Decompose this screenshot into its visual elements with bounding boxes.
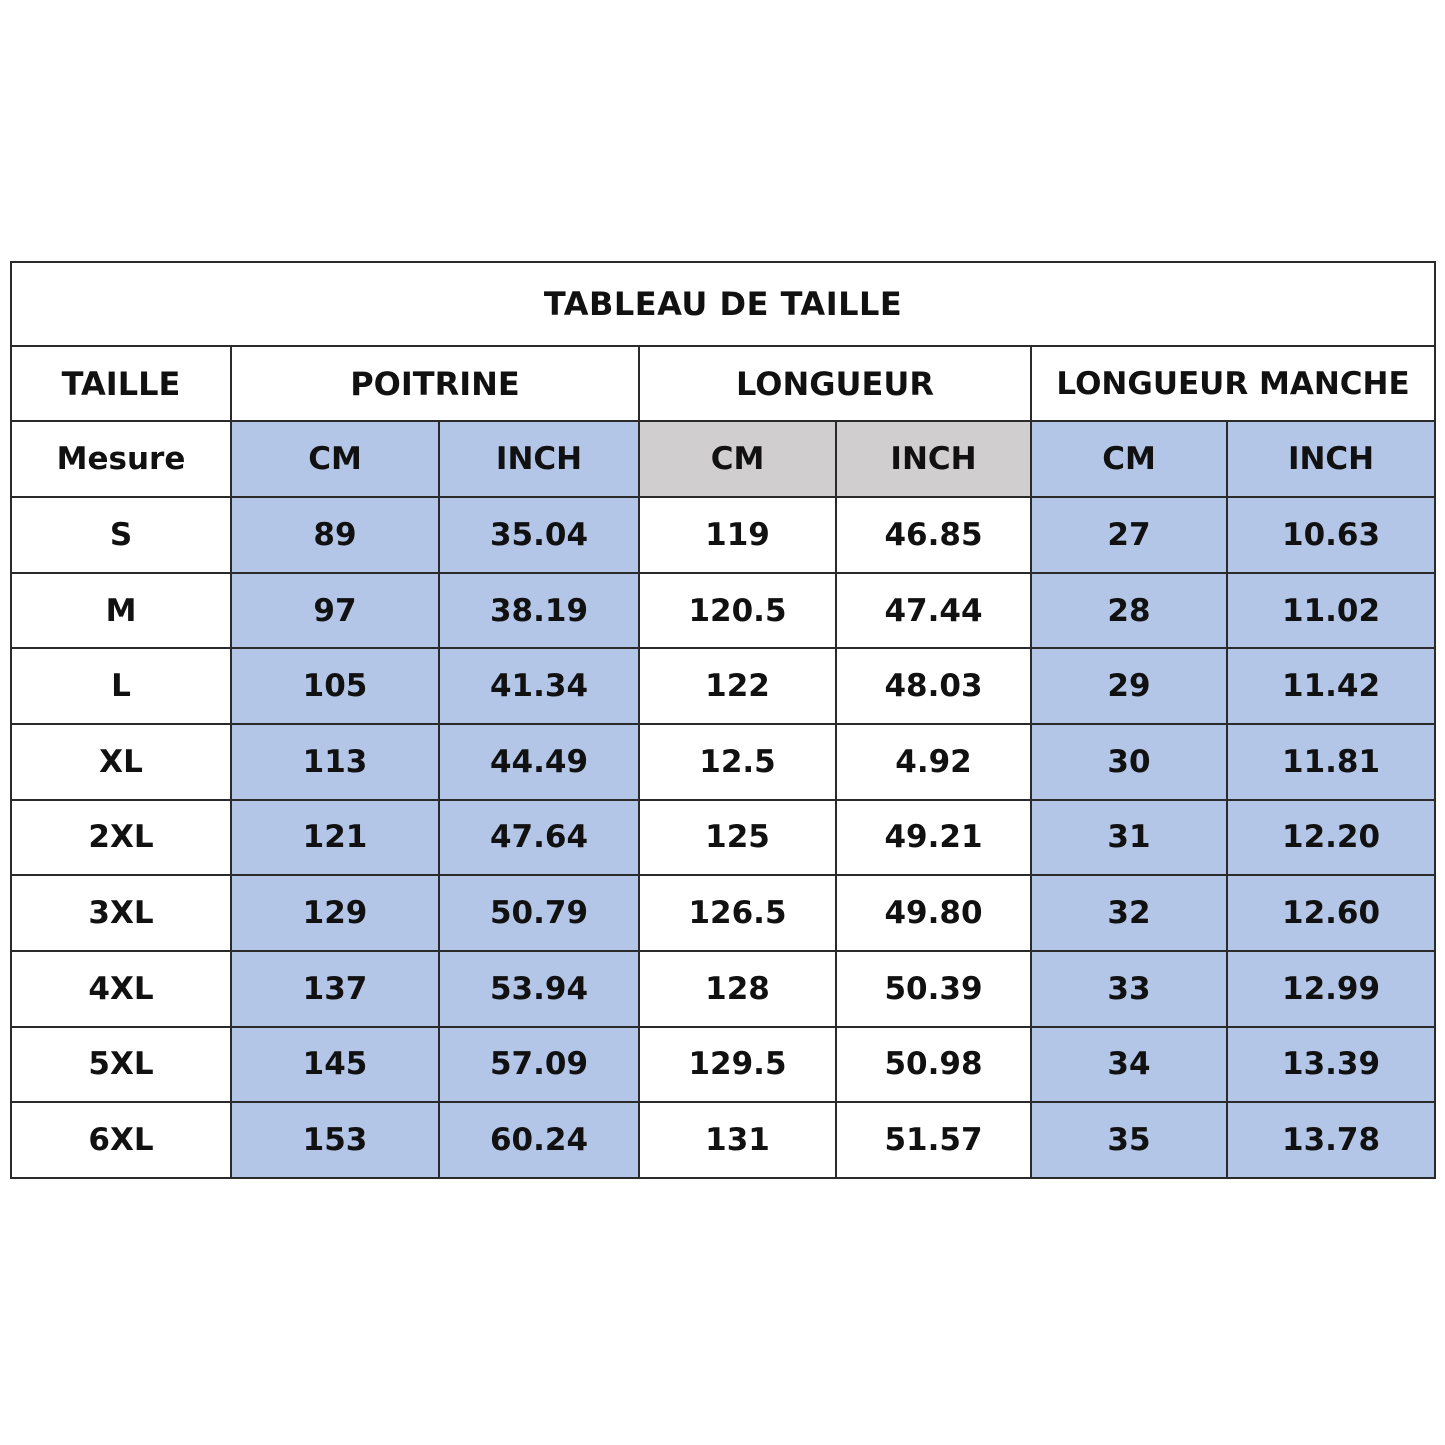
sleeve-inch-header: INCH	[1227, 421, 1435, 497]
chest-inch-header: INCH	[439, 421, 639, 497]
sleeve-cm-cell: 32	[1031, 875, 1227, 951]
size-label: M	[11, 573, 231, 649]
length-cm-cell: 125	[639, 800, 836, 876]
sleeve-inch-cell: 13.78	[1227, 1102, 1435, 1178]
table-row	[11, 573, 1435, 649]
size-label: 5XL	[11, 1027, 231, 1103]
size-header: TAILLE	[11, 346, 231, 422]
length-cm-cell: 122	[639, 648, 836, 724]
sleeve-cm-header: CM	[1031, 421, 1227, 497]
chest-inch-cell: 60.24	[439, 1102, 639, 1178]
length-inch-header: INCH	[836, 421, 1031, 497]
chest-inch-cell: 35.04	[439, 497, 639, 573]
chest-inch-cell: 53.94	[439, 951, 639, 1027]
measure-header: Mesure	[11, 421, 231, 497]
table-row	[11, 951, 1435, 1027]
table-row	[11, 1102, 1435, 1178]
chest-cm-cell: 105	[231, 648, 439, 724]
length-inch-cell: 51.57	[836, 1102, 1031, 1178]
length-cm-cell: 119	[639, 497, 836, 573]
length-cm-cell: 12.5	[639, 724, 836, 800]
table-row	[11, 875, 1435, 951]
chest-inch-cell: 41.34	[439, 648, 639, 724]
chest-inch-cell: 44.49	[439, 724, 639, 800]
chest-cm-cell: 89	[231, 497, 439, 573]
size-label: L	[11, 648, 231, 724]
length-inch-cell: 48.03	[836, 648, 1031, 724]
chest-inch-cell: 38.19	[439, 573, 639, 649]
length-header: LONGUEUR	[639, 346, 1031, 422]
length-cm-cell: 128	[639, 951, 836, 1027]
chest-cm-cell: 153	[231, 1102, 439, 1178]
chest-cm-header: CM	[231, 421, 439, 497]
chest-cm-cell: 121	[231, 800, 439, 876]
sleeve-inch-cell: 13.39	[1227, 1027, 1435, 1103]
table-row	[11, 497, 1435, 573]
table-row	[11, 724, 1435, 800]
sleeve-cm-cell: 28	[1031, 573, 1227, 649]
chest-cm-cell: 113	[231, 724, 439, 800]
sleeve-cm-cell: 35	[1031, 1102, 1227, 1178]
sleeve-cm-cell: 27	[1031, 497, 1227, 573]
sleeve-inch-cell: 12.99	[1227, 951, 1435, 1027]
table-row	[11, 1027, 1435, 1103]
length-cm-cell: 126.5	[639, 875, 836, 951]
length-inch-cell: 50.98	[836, 1027, 1031, 1103]
length-inch-cell: 46.85	[836, 497, 1031, 573]
size-label: 3XL	[11, 875, 231, 951]
table-title: TABLEAU DE TAILLE	[11, 262, 1435, 346]
chest-inch-cell: 50.79	[439, 875, 639, 951]
sleeve-cm-cell: 31	[1031, 800, 1227, 876]
size-label: XL	[11, 724, 231, 800]
sleeve-inch-cell: 11.42	[1227, 648, 1435, 724]
length-inch-cell: 49.80	[836, 875, 1031, 951]
length-cm-cell: 131	[639, 1102, 836, 1178]
length-inch-cell: 50.39	[836, 951, 1031, 1027]
chest-inch-cell: 47.64	[439, 800, 639, 876]
sleeve-inch-cell: 11.81	[1227, 724, 1435, 800]
table-row	[11, 648, 1435, 724]
sleeve-length-header: LONGUEUR MANCHE	[1031, 346, 1435, 422]
sleeve-inch-cell: 12.20	[1227, 800, 1435, 876]
chest-cm-cell: 97	[231, 573, 439, 649]
chest-cm-cell: 137	[231, 951, 439, 1027]
chest-cm-cell: 129	[231, 875, 439, 951]
chest-cm-cell: 145	[231, 1027, 439, 1103]
sleeve-cm-cell: 33	[1031, 951, 1227, 1027]
size-chart-table	[10, 261, 1436, 1179]
length-cm-header: CM	[639, 421, 836, 497]
table-row	[11, 800, 1435, 876]
size-label: 4XL	[11, 951, 231, 1027]
size-label: 2XL	[11, 800, 231, 876]
chest-header: POITRINE	[231, 346, 639, 422]
chest-inch-cell: 57.09	[439, 1027, 639, 1103]
sleeve-cm-cell: 30	[1031, 724, 1227, 800]
sleeve-cm-cell: 29	[1031, 648, 1227, 724]
length-cm-cell: 129.5	[639, 1027, 836, 1103]
size-label: 6XL	[11, 1102, 231, 1178]
sleeve-inch-cell: 11.02	[1227, 573, 1435, 649]
sleeve-inch-cell: 12.60	[1227, 875, 1435, 951]
sleeve-cm-cell: 34	[1031, 1027, 1227, 1103]
length-inch-cell: 4.92	[836, 724, 1031, 800]
length-cm-cell: 120.5	[639, 573, 836, 649]
sleeve-inch-cell: 10.63	[1227, 497, 1435, 573]
size-label: S	[11, 497, 231, 573]
length-inch-cell: 47.44	[836, 573, 1031, 649]
length-inch-cell: 49.21	[836, 800, 1031, 876]
